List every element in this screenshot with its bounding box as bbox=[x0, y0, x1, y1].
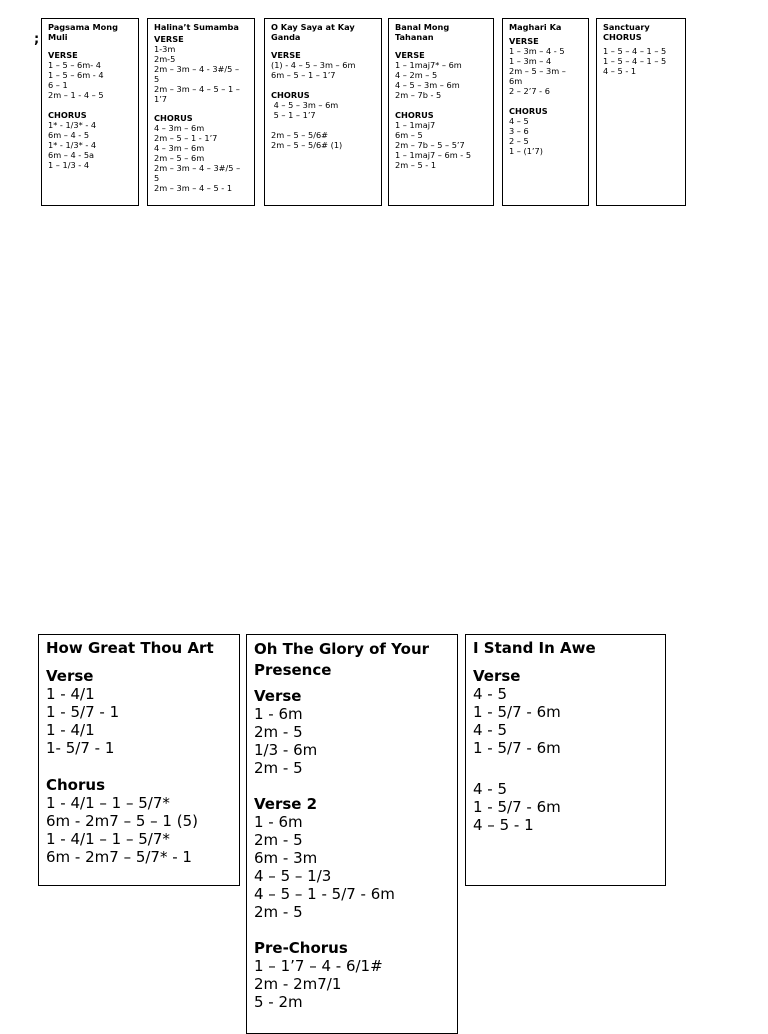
section-heading: CHORUS bbox=[603, 32, 642, 42]
chord-line: 6m – 4 - 5 bbox=[48, 130, 90, 140]
chord-line: 2m – 3m – 4 - 3#/5 – bbox=[154, 64, 240, 74]
chord-card-banal-mong-tahanan bbox=[388, 18, 494, 206]
chord-line: 2m – 1 - 4 – 5 bbox=[48, 90, 104, 100]
chord-line: 2m – 7b - 5 bbox=[395, 90, 442, 100]
section-heading: Verse bbox=[46, 667, 94, 685]
chord-line: 2m – 5 - 1 bbox=[395, 160, 437, 170]
section-heading: CHORUS bbox=[48, 110, 87, 120]
chord-line: 2m - 5 bbox=[254, 831, 303, 849]
chord-line: 1 – 1’7 – 4 - 6/1# bbox=[254, 957, 383, 975]
chord-line: 1 – 5 – 6m - 4 bbox=[48, 70, 104, 80]
chord-line: 1 - 5/7 - 1 bbox=[46, 703, 120, 721]
chord-line: 5 bbox=[154, 173, 160, 183]
section-heading: CHORUS bbox=[271, 90, 310, 100]
chord-line: 6m bbox=[509, 76, 523, 86]
chord-line: 6m – 4 - 5a bbox=[48, 150, 95, 160]
chord-line: 1 - 4/1 bbox=[46, 685, 95, 703]
chord-line: 6m – 5 – 1 – 1’7 bbox=[271, 70, 336, 80]
chord-line: 2m – 7b – 5 – 5’7 bbox=[395, 140, 465, 150]
section-heading: CHORUS bbox=[154, 113, 193, 123]
chord-line: 1/3 - 6m bbox=[254, 741, 318, 759]
chord-line: 2m - 5 bbox=[254, 903, 303, 921]
chord-card-i-stand-in-awe bbox=[465, 634, 666, 886]
chord-line: 4 – 5 - 1 bbox=[473, 816, 534, 834]
chord-line: 2m – 3m – 4 – 5 – 1 – bbox=[154, 84, 240, 94]
chord-line: 1 – 1/3 - 4 bbox=[48, 160, 90, 170]
chord-line: 2m – 5 – 5/6# (1) bbox=[271, 140, 343, 150]
chord-line: 4 - 5 bbox=[473, 780, 508, 798]
section-heading: VERSE bbox=[271, 50, 301, 60]
chord-line bbox=[271, 120, 375, 130]
card-title: Oh The Glory of Your Presence bbox=[254, 640, 430, 679]
card-title: I Stand In Awe bbox=[473, 639, 596, 657]
card-title: Halina’t Sumamba bbox=[154, 22, 239, 32]
chord-card-sanctuary bbox=[596, 18, 686, 206]
section-heading: CHORUS bbox=[395, 110, 434, 120]
chord-line: 1 - 5/7 - 6m bbox=[473, 798, 561, 816]
chord-line: 1 – 5 – 6m- 4 bbox=[48, 60, 101, 70]
chord-line: 1 - 4/1 bbox=[46, 721, 95, 739]
chord-line: 1 – 1maj7 – 6m - 5 bbox=[395, 150, 472, 160]
chord-line: 1 - 5/7 - 6m bbox=[473, 739, 561, 757]
chord-line: 4 – 5 – 3m – 6m bbox=[395, 80, 460, 90]
chord-card-o-kay-saya bbox=[264, 18, 382, 206]
chord-line: 1 – 1maj7* – 6m bbox=[395, 60, 462, 70]
chord-line: 6m – 5 bbox=[395, 130, 423, 140]
chord-line: (1) - 4 – 5 – 3m – 6m bbox=[271, 60, 356, 70]
chord-line: 3 – 6 bbox=[509, 126, 529, 136]
chord-line: 2m-5 bbox=[154, 54, 176, 64]
stray-semicolon: ; bbox=[34, 32, 40, 47]
chord-line: 6m - 3m bbox=[254, 849, 318, 867]
card-title: Pagsama Mong Muli bbox=[48, 22, 118, 42]
chord-line: 1 – 3m – 4 - 5 bbox=[509, 46, 565, 56]
chord-line: 5 – 1 – 1’7 bbox=[271, 110, 316, 120]
chord-card-maghari-ka bbox=[502, 18, 589, 206]
chord-line: 4 – 5 bbox=[509, 116, 529, 126]
chord-line: 2m - 2m7/1 bbox=[254, 975, 342, 993]
card-title: O Kay Saya at Kay Ganda bbox=[271, 22, 355, 42]
section-heading: Verse 2 bbox=[254, 795, 318, 813]
chord-line: 4 – 5 – 1/3 bbox=[254, 867, 332, 885]
chord-line: 1-3m bbox=[154, 44, 176, 54]
chord-line: 4 – 3m – 6m bbox=[154, 123, 205, 133]
section-heading: VERSE bbox=[48, 50, 78, 60]
chord-line: 4 - 5 bbox=[473, 721, 508, 739]
chord-line bbox=[473, 757, 658, 780]
chord-line: 6m - 2m7 – 5/7* - 1 bbox=[46, 848, 192, 866]
chord-line: 2m – 5 – 1 - 1’7 bbox=[154, 133, 218, 143]
chord-line: 4 – 3m – 6m bbox=[154, 143, 205, 153]
chord-line: 4 - 5 bbox=[473, 685, 508, 703]
section-heading: CHORUS bbox=[509, 106, 548, 116]
chord-line: 1 - 6m bbox=[254, 705, 303, 723]
chord-line: 1- 5/7 - 1 bbox=[46, 739, 115, 757]
chord-line: 4 – 2m – 5 bbox=[395, 70, 438, 80]
chord-line: 1 - 4/1 – 1 – 5/7* bbox=[46, 794, 170, 812]
chord-line: 1 – 3m – 4 bbox=[509, 56, 552, 66]
section-heading: Chorus bbox=[46, 776, 105, 794]
card-title: Sanctuary bbox=[603, 22, 650, 32]
chord-line: 5 - 2m bbox=[254, 993, 303, 1011]
chord-line: 4 – 5 - 1 bbox=[603, 66, 637, 76]
chord-card-halinat-sumamba bbox=[147, 18, 255, 206]
chord-line: 2m - 5 bbox=[254, 759, 303, 777]
chord-line: 4 – 5 – 3m – 6m bbox=[271, 100, 339, 110]
chord-line: 1* - 1/3* - 4 bbox=[48, 120, 97, 130]
chord-line: 1 – 1maj7 bbox=[395, 120, 436, 130]
chord-line: 1’7 bbox=[154, 94, 168, 104]
chord-line: 2m – 3m – 4 – 5 - 1 bbox=[154, 183, 233, 193]
chord-line: 5 bbox=[154, 74, 160, 84]
chord-line: 2 – 2’7 - 6 bbox=[509, 86, 550, 96]
chord-line: 1 - 6m bbox=[254, 813, 303, 831]
chord-line: 2m – 5 – 6m bbox=[154, 153, 205, 163]
section-heading: Verse bbox=[254, 687, 302, 705]
chord-line: 2m - 5 bbox=[254, 723, 303, 741]
card-title: Banal Mong Tahanan bbox=[395, 22, 450, 42]
chord-line: 1* - 1/3* - 4 bbox=[48, 140, 97, 150]
chord-line: 1 - 5/7 - 6m bbox=[473, 703, 561, 721]
chord-line: 4 – 5 – 1 - 5/7 - 6m bbox=[254, 885, 395, 903]
chord-line: 1 – 5 – 4 – 1 – 5 bbox=[603, 46, 667, 56]
chord-line: 6m - 2m7 – 5 – 1 (5) bbox=[46, 812, 198, 830]
chord-card-pagsama-mong-muli bbox=[41, 18, 139, 206]
section-heading: Pre-Chorus bbox=[254, 939, 348, 957]
chord-card-oh-the-glory bbox=[246, 634, 458, 1034]
chord-line: 2 – 5 bbox=[509, 136, 529, 146]
chord-line: 6 – 1 bbox=[48, 80, 68, 90]
section-heading: VERSE bbox=[154, 34, 184, 44]
chord-line: 2m – 5 – 5/6# bbox=[271, 130, 329, 140]
card-title: How Great Thou Art bbox=[46, 639, 214, 657]
card-title: Maghari Ka bbox=[509, 22, 562, 32]
chord-card-how-great-thou-art bbox=[38, 634, 240, 886]
chord-line: 2m – 5 – 3m – bbox=[509, 66, 566, 76]
chord-line: 2m – 3m – 4 – 3#/5 – bbox=[154, 163, 241, 173]
section-heading: Verse bbox=[473, 667, 521, 685]
section-heading: VERSE bbox=[395, 50, 425, 60]
chord-line: 1 – 5 – 4 – 1 – 5 bbox=[603, 56, 667, 66]
section-heading: VERSE bbox=[509, 36, 539, 46]
chord-line: 1 – (1’7) bbox=[509, 146, 543, 156]
chord-line: 1 - 4/1 – 1 – 5/7* bbox=[46, 830, 170, 848]
